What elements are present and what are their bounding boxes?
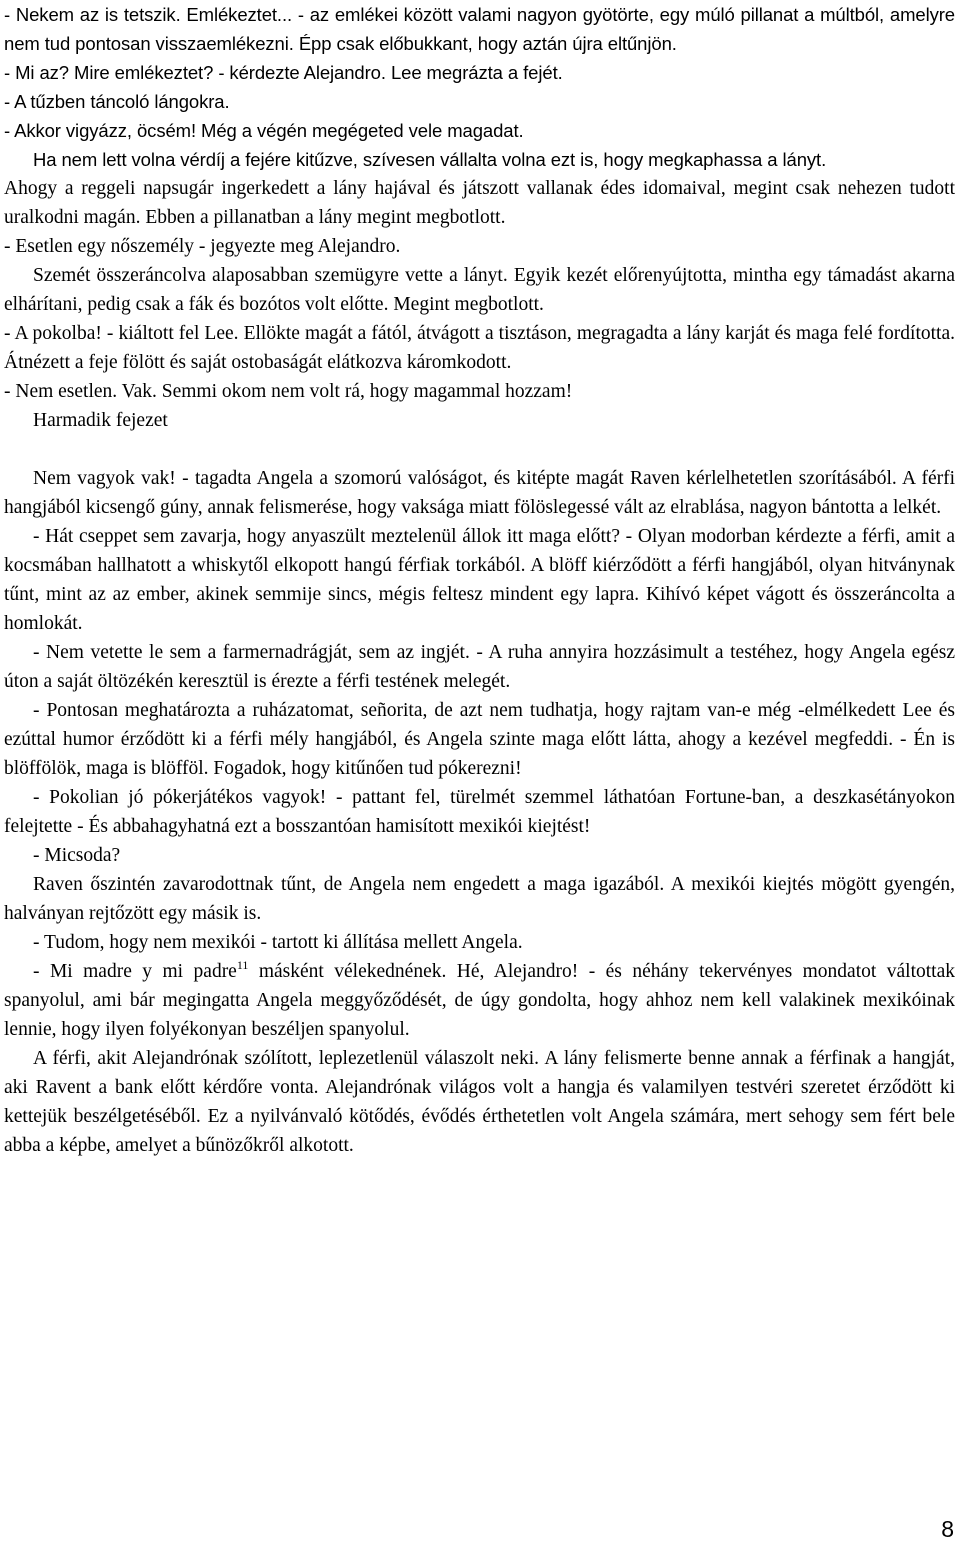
- paragraph-squint: Szemét összeráncolva alaposabban szemügyre vette a lányt. Egyik kezét előrenyújtotta, mintha egy támadást akarna elhárítani, pedig csak a fák és bozótos volt előtte. Megint megbotlott.: [4, 265, 955, 315]
- paragraph-sunlight: Ahogy a reggeli napsugár ingerkedett a lány hajával és játszott vallanak édes idomaival, megint csak nehezen tudott uralkodni magán. Ebben a pillanatban a lány megint megbotlott.: [4, 178, 955, 228]
- paragraph-blind: - Nem esetlen. Vak. Semmi okom nem volt rá, hogy magammal hozzam!: [4, 381, 573, 402]
- paragraph-accent: Raven őszintén zavarodottnak tűnt, de Angela nem engedett a maga igazából. A mexikói kiejtés mögött gyengén, halványan rejtőzött egy másik is.: [4, 874, 955, 924]
- paragraph-jeans: - Nem vetette le sem a farmernadrágját, sem az ingjét. - A ruha annyira hozzásimult a testéhez, hogy Angela egész úton a saját öltözékén keresztül is érezte a férfi testének melegét.: [4, 642, 955, 692]
- paragraph-alejandro: A férfi, akit Alejandrónak szólított, leplezetlenül válaszolt neki. A lány felismerte benne annak a férfinak a hangját, aki Ravent a bank előtt kérdőre vonta. Alejandrónak világos volt a hangja és valamilyen testvéri szeretet érződött ki kettejük beszélgetéséből. Ez a nyilvánvaló kötődés, évődés érthetetlen volt Angela számára, mert sehogy sem fért bele abba a képbe, amelyet a bűnözőkről alkotott.: [4, 1048, 955, 1156]
- paragraph-not-mexican: - Tudom, hogy nem mexikói - tartott ki állítása mellett Angela.: [33, 932, 523, 953]
- paragraph-not-blind: Nem vagyok vak! - tagadta Angela a szomorú valóságot, és kitépte magát Raven kérlelhetetlen szorításából. A férfi hangjából kicsengő gúny, annak felismerése, hogy vaksága miatt fölöslegessé vált az elrablása, nagyon bántotta a lelkét.: [4, 468, 955, 518]
- paragraph-memory: - Nekem az is tetszik. Emlékeztet... - az emlékei között valami nagyon gyötörte, egy múló pillanat a múltból, amelyre nem tud pontosan visszaemlékezni. Épp csak előbukkant, hogy aztán újra eltűnjön.: [4, 4, 955, 54]
- paragraph-senorita: - Pontosan meghatározta a ruházatomat, señorita, de azt nem tudhatja, hogy rajtam van-e még -elmélkedett Lee és ezúttal humor érződött ki a férfi mély hangjából, és Angela szinte maga előtt látta, ahogy a kezével megfeddi. - Én is blöffölök, maga is blöfföl. Fogadok, hogy kitűnően tud pókerezni!: [4, 700, 955, 779]
- paragraph-warning: - Akkor vigyázz, öcsém! Még a végén megégeted vele magadat.: [4, 120, 524, 141]
- chapter-heading: Harmadik fejezet: [33, 410, 168, 431]
- paragraph-what: - Micsoda?: [33, 845, 121, 866]
- paragraph-madre: [4, 957, 955, 1044]
- paragraph-hell: - A pokolba! - kiáltott fel Lee. Ellökte magát a fától, átvágott a tisztáson, megragadta a lány karját és maga felé fordította. Átnézett a feje fölött és saját ostobaságát elátkozva káromkodott.: [4, 323, 955, 373]
- footnote-paragraph-end: másként vélekednének. Hé, Alejandro! - és néhány tekervényes mondatot váltottak spanyolul, ami bár megingatta Angela meggyőződését, de úgy gondolta, hogy ahhoz nem kell valakinek mexikóinak lennie, hogy ilyen folyékonyan beszéljen spanyolul.: [4, 961, 955, 1040]
- footnote-paragraph-start: - Mi madre y mi padre: [33, 961, 237, 982]
- paragraph-flames: - A tűzben táncoló lángokra.: [4, 91, 230, 112]
- paragraph-naked: - Hát cseppet sem zavarja, hogy anyaszült meztelenül állok itt maga előtt? - Olyan modorban kérdezte a férfi, amit a kocsmában hallhatott a whiskytől elkopott hangú férfiak torkából. A blöff kiérződött a férfi hangjából, olyan hitványnak tűnt, mint az az ember, akinek semmije sincs, mégis feltesz mindent egy lapra. Kihívó képet vágott és összeráncolta a homlokát.: [4, 526, 955, 634]
- page-number: 8: [941, 1516, 954, 1542]
- paragraph-question: - Mi az? Mire emlékeztet? - kérdezte Alejandro. Lee megrázta a fejét.: [4, 62, 563, 83]
- document-page: [4, 0, 955, 1160]
- footnote-reference[interactable]: 11: [236, 957, 249, 972]
- paragraph-clumsy: - Esetlen egy nőszemély - jegyezte meg Alejandro.: [4, 236, 401, 257]
- paragraph-bounty: Ha nem lett volna vérdíj a fejére kitűzve, szívesen vállalta volna ezt is, hogy megkaphassa a lányt.: [33, 149, 827, 170]
- paragraph-poker: - Pokolian jó pókerjátékos vagyok! - pattant fel, türelmét szemmel láthatóan Fortune-ban, a deszkasétányokon felejtette - És abbahagyhatná ezt a bosszantóan hamisított mexikói kiejtést!: [4, 787, 955, 837]
